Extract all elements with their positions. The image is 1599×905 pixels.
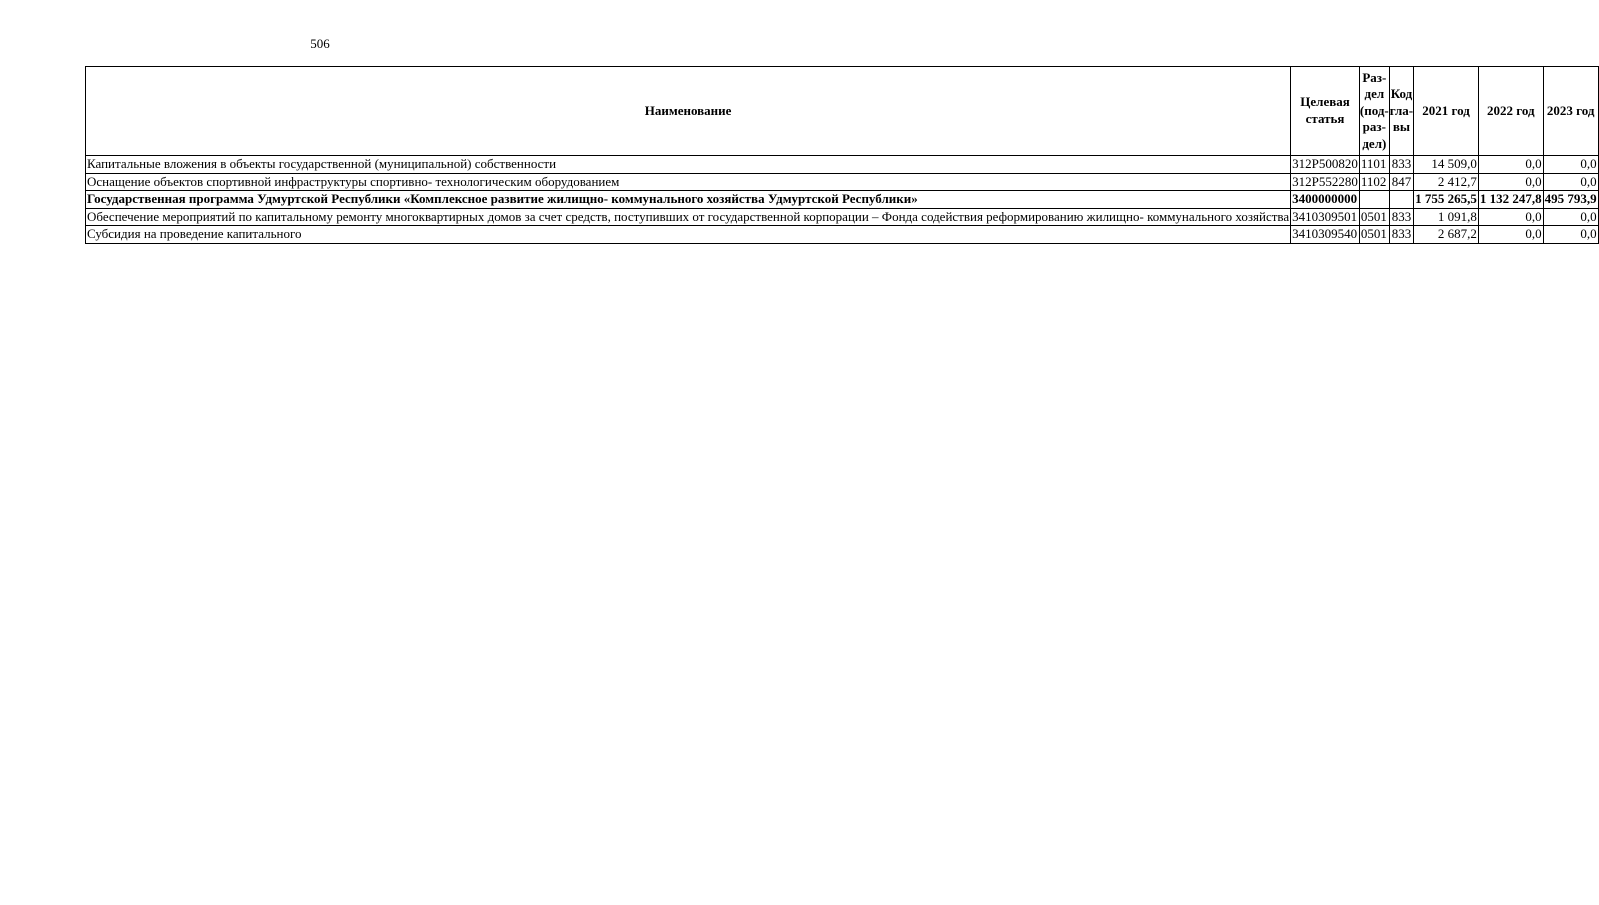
row-2022: 0,0 xyxy=(1478,226,1543,244)
row-section: 0501 xyxy=(1359,208,1389,226)
row-2021: 1 755 265,5 xyxy=(1414,191,1479,209)
row-2023: 0,0 xyxy=(1543,226,1598,244)
row-section: 1102 xyxy=(1359,173,1389,191)
table-row xyxy=(86,156,1599,174)
row-2022: 1 132 247,8 xyxy=(1478,191,1543,209)
header-year-2022: 2022 год xyxy=(1478,67,1543,156)
row-chapter: 847 xyxy=(1389,173,1413,191)
row-chapter xyxy=(1389,191,1413,209)
row-name: Обеспечение мероприятий по капитальному ремонту многоквартирных домов за счет средств, поступивших от государственной корпорации – Фонда содействия реформированию жилищно- коммунального хозяйства xyxy=(86,208,1291,226)
row-2023: 0,0 xyxy=(1543,173,1598,191)
row-section: 1101 xyxy=(1359,156,1389,174)
header-name: Наименование xyxy=(86,67,1291,156)
header-section: Раз-дел (под-раз-дел) xyxy=(1359,67,1389,156)
row-target: 312P500820 xyxy=(1291,156,1360,174)
row-target: 3410309501 xyxy=(1291,208,1360,226)
row-target: 3410309540 xyxy=(1291,226,1360,244)
budget-table xyxy=(85,66,1599,244)
row-chapter: 833 xyxy=(1389,226,1413,244)
row-2021: 1 091,8 xyxy=(1414,208,1479,226)
table-header-row xyxy=(86,67,1599,156)
row-2021: 2 412,7 xyxy=(1414,173,1479,191)
row-target: 312P552280 xyxy=(1291,173,1360,191)
row-2022: 0,0 xyxy=(1478,156,1543,174)
row-2021: 2 687,2 xyxy=(1414,226,1479,244)
header-target: Целевая статья xyxy=(1291,67,1360,156)
row-name: Капитальные вложения в объекты государственной (муниципальной) собственности xyxy=(86,156,1291,174)
header-chapter: Код гла-вы xyxy=(1389,67,1413,156)
row-chapter: 833 xyxy=(1389,156,1413,174)
row-2023: 495 793,9 xyxy=(1543,191,1598,209)
header-year-2023: 2023 год xyxy=(1543,67,1598,156)
row-2023: 0,0 xyxy=(1543,156,1598,174)
row-target: 3400000000 xyxy=(1291,191,1360,209)
row-chapter: 833 xyxy=(1389,208,1413,226)
page-number: 506 xyxy=(310,36,330,51)
row-name: Субсидия на проведение капитального xyxy=(86,226,1291,244)
row-section xyxy=(1359,191,1389,209)
row-2022: 0,0 xyxy=(1478,173,1543,191)
table-row-program xyxy=(86,191,1599,209)
row-2023: 0,0 xyxy=(1543,208,1598,226)
row-2021: 14 509,0 xyxy=(1414,156,1479,174)
row-name: Государственная программа Удмуртской Республики «Комплексное развитие жилищно- коммунального хозяйства Удмуртской Республики» xyxy=(86,191,1291,209)
header-year-2021: 2021 год xyxy=(1414,67,1479,156)
row-section: 0501 xyxy=(1359,226,1389,244)
table-row xyxy=(86,208,1599,226)
row-2022: 0,0 xyxy=(1478,208,1543,226)
table-row xyxy=(86,173,1599,191)
row-name: Оснащение объектов спортивной инфраструктуры спортивно- технологическим оборудованием xyxy=(86,173,1291,191)
table-row xyxy=(86,226,1599,244)
